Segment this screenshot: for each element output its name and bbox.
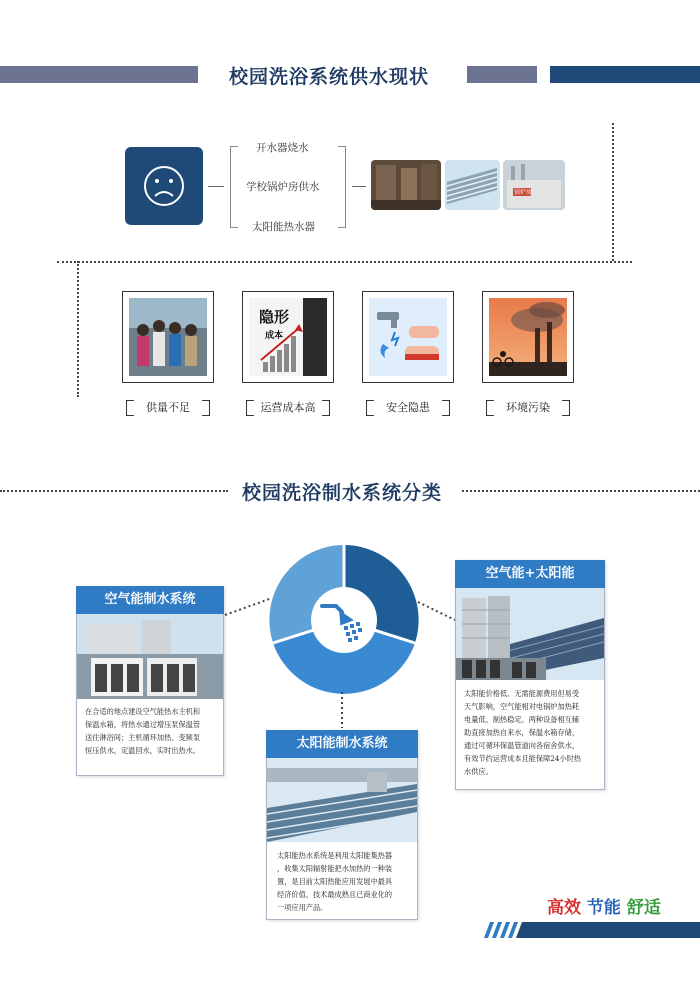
- combo-text-line: 太阳能价格低、无需能源费用但易受: [464, 689, 580, 698]
- panel-combo: [455, 560, 605, 790]
- panel-solar-title: 太阳能制水系统: [266, 730, 418, 758]
- source-label-solar: 太阳能热水器: [252, 221, 315, 233]
- solar-text-line: 置，是目前太阳热能应用发展中最具: [277, 877, 393, 886]
- solar-photo: [267, 758, 417, 842]
- boiler-sign-text: 锅炉房: [514, 189, 533, 196]
- slogan-comfortable: 舒适: [626, 898, 661, 918]
- issue-label-shortage: 供量不足: [126, 398, 210, 420]
- slogan: [547, 893, 661, 918]
- divider-vertical-left: [77, 261, 79, 397]
- issue-label-pollution: 环境污染: [486, 398, 570, 420]
- issue-card-pollution: [482, 291, 574, 383]
- air-text-line: 保温水箱，将热水通过增压泵保温管: [85, 720, 201, 729]
- slogan-efficient: 高效: [547, 898, 581, 918]
- bracket-left: [230, 146, 238, 228]
- source-label-boiler: 学校锅炉房供水: [246, 181, 320, 193]
- combo-text-line: 天气影响，空气能相对电锅炉加热耗: [464, 702, 580, 711]
- connector-left: [208, 186, 224, 187]
- connector-right: [352, 186, 366, 187]
- section-title-current: 校园洗浴系统供水现状: [229, 66, 430, 88]
- solar-text-line: 经济价值、技术最成熟且已商业化的: [277, 890, 393, 899]
- cost-image-word-cost: 成本: [265, 331, 284, 341]
- panel-solar: [266, 730, 418, 920]
- issue-card-cost: [242, 291, 334, 383]
- source-label-kettle: 开水器烧水: [256, 142, 309, 154]
- section2-rule-right: [462, 490, 700, 492]
- issue-card-safety: [362, 291, 454, 383]
- shower-icon: [318, 598, 368, 648]
- panel-air: [76, 586, 224, 776]
- cost-image-word-hidden: 隐形: [259, 308, 290, 326]
- divider-vertical-top: [612, 123, 614, 261]
- footer-stripes: [480, 922, 700, 938]
- combo-text-line: 电量低、制热稳定。两种设备相互辅: [464, 715, 580, 724]
- air-text-line: 送往淋浴间；主机循环加热、变频泵: [85, 733, 201, 742]
- bracket-right: [338, 146, 346, 228]
- header-bar-right-1: [467, 66, 537, 83]
- combo-text-line: 通过可循环保温管道向各宿舍供水，: [464, 741, 580, 750]
- combo-text-line: 水供应。: [464, 767, 493, 776]
- slogan-energy-saving: 节能: [586, 898, 621, 918]
- air-text-line: 在合适的地点建设空气能热水主机和: [85, 707, 201, 716]
- solar-text-line: 太阳能热水系统是利用太阳能集热器: [277, 851, 393, 860]
- section2-rule-left: [0, 490, 228, 492]
- panel-air-title: 空气能制水系统: [76, 586, 224, 614]
- issue-label-safety: 安全隐患: [366, 398, 450, 420]
- panel-combo-text: [464, 687, 602, 778]
- boiler-room-photo: [371, 160, 441, 210]
- solar-heater-photo: [445, 160, 500, 210]
- issue-label-cost: 运营成本高: [246, 398, 330, 420]
- issue-card-shortage: [122, 291, 214, 383]
- panel-solar-text: [277, 849, 413, 914]
- header-bar-left: [0, 66, 198, 83]
- solar-text-line: ，收集太阳辐射能把水加热的一种装: [277, 864, 393, 873]
- header-bar-right-2: [550, 66, 700, 83]
- boiler-building-photo: [503, 160, 565, 210]
- air-energy-photo: [77, 614, 223, 699]
- air-text-line: 恒压供水，定温回水，实时出热水。: [85, 746, 201, 755]
- combo-photo: [456, 588, 604, 680]
- panel-air-text: [85, 705, 219, 757]
- section-title-classification: 校园洗浴制水系统分类: [242, 482, 443, 504]
- combo-text-line: 有效节约运营成本且能保障24小时热: [464, 754, 581, 763]
- combo-text-line: 助直接加热自来水，保温水箱存储，: [464, 728, 580, 737]
- solar-text-line: 一项应用产品。: [277, 903, 328, 912]
- divider-horizontal-mid: [57, 261, 632, 263]
- panel-combo-title: 空气能+太阳能: [455, 560, 605, 588]
- sad-face-icon: [125, 147, 203, 225]
